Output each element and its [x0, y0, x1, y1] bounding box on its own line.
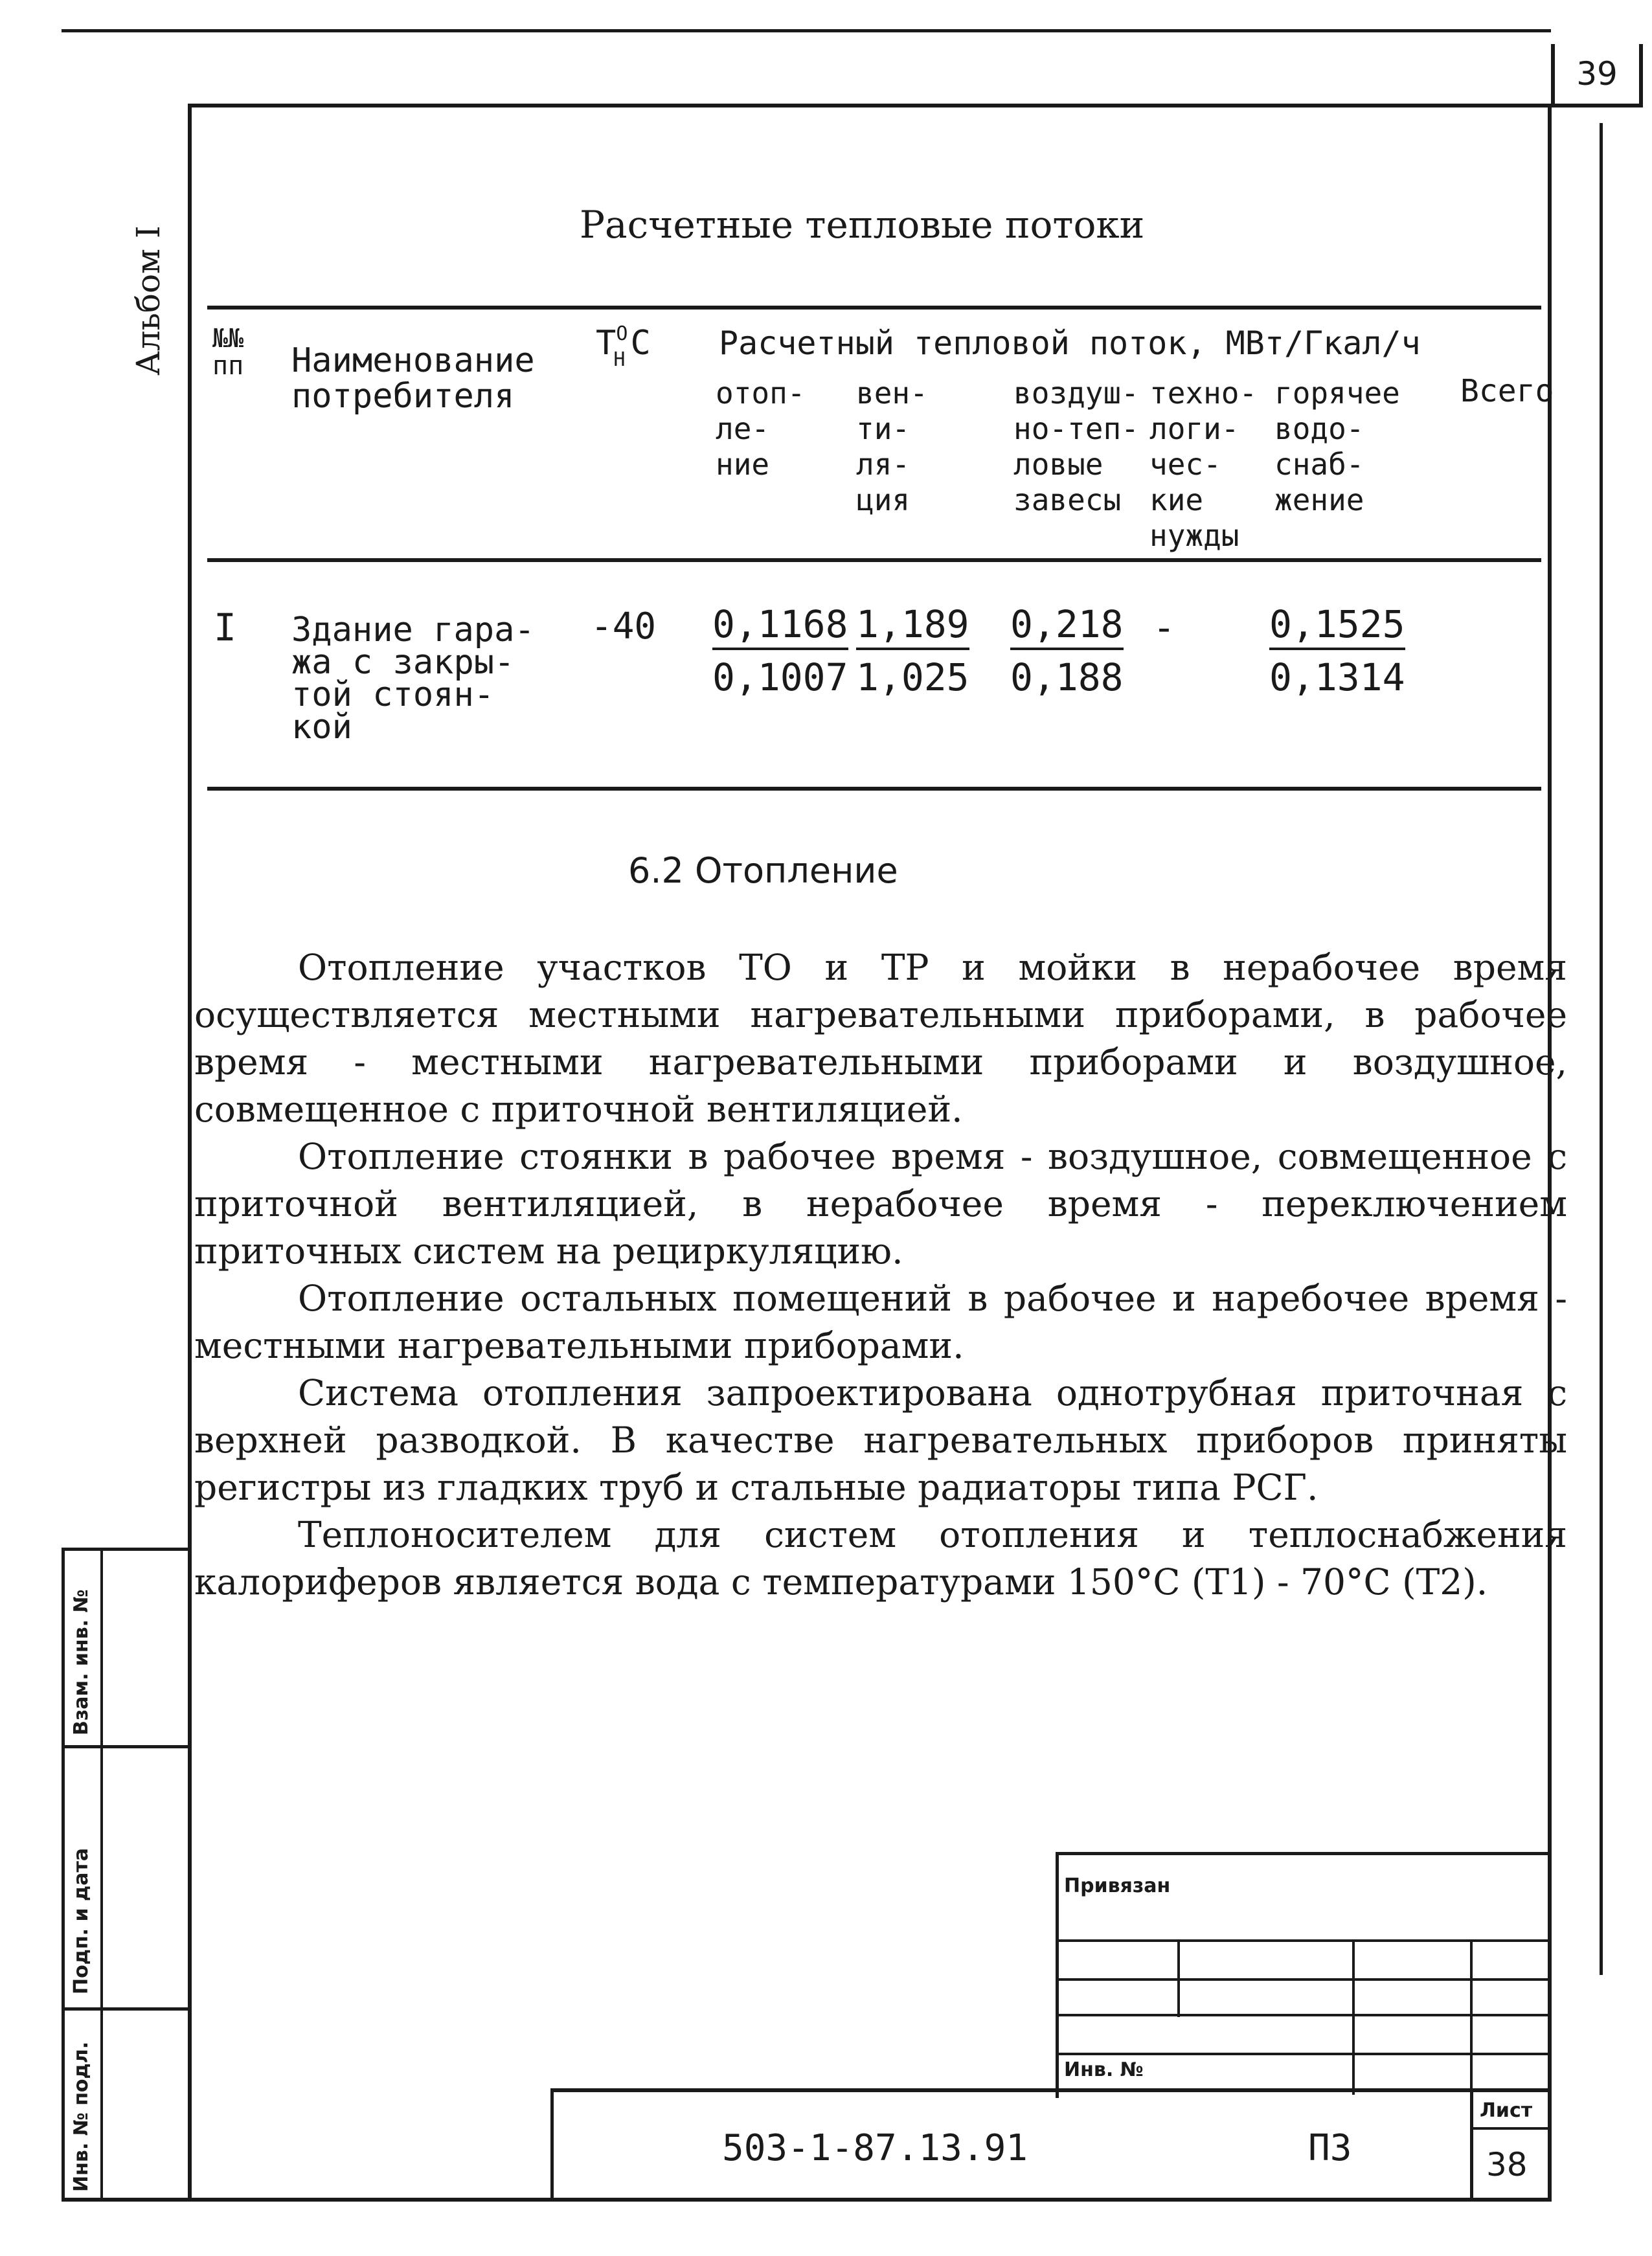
sub-tech-header: техно- логи- чес- кие нужды — [1149, 376, 1258, 553]
vent-gcal: 1,025 — [856, 655, 969, 699]
group-header: Расчетный тепловой поток, МВт/Гкал/ч — [719, 324, 1421, 362]
frame-bottom — [62, 2198, 1551, 2202]
left-stamp-border — [62, 1548, 65, 2202]
sub-heating-header: отоп- ле- ние — [716, 376, 806, 482]
row-heating-value — [712, 602, 848, 699]
stamp-list-num: 38 — [1486, 2146, 1528, 2183]
album-label: Альбом I — [130, 225, 167, 376]
stamp-inv-label: Инв. № подл. — [70, 2041, 93, 2192]
tb-row3 — [1056, 2014, 1551, 2016]
row-aircurtain-value — [1010, 602, 1124, 699]
temp-subscript: Н — [613, 348, 626, 371]
tb-main-top — [550, 2088, 1551, 2092]
left-stamp-div2 — [62, 2007, 191, 2011]
table-title: Расчетные тепловые потоки — [580, 203, 1145, 247]
page-number: 39 — [1551, 44, 1643, 107]
stamp-vzam-label: Взам. инв. № — [70, 1589, 93, 1735]
tb-col3 — [1470, 1939, 1473, 2095]
left-stamp-div1 — [62, 1745, 191, 1748]
stamp-inv-no: Инв. № — [1064, 2059, 1144, 2081]
tb-row4 — [1056, 2053, 1551, 2055]
temp-unit: С — [630, 324, 651, 363]
tb-sheet-div — [1470, 2127, 1551, 2130]
temp-symbol: Т — [596, 324, 617, 363]
tb-top — [1056, 1852, 1551, 1855]
paragraph: Отопление остальных помещений в рабочее и наребочее время - местными нагревательными приборами. — [194, 1278, 1567, 1366]
hotwater-gcal: 0,1314 — [1269, 655, 1405, 699]
row-hotwater-value — [1269, 602, 1405, 699]
top-rule — [62, 29, 1551, 32]
vent-mw: 1,189 — [856, 602, 969, 650]
frame-left — [188, 104, 192, 2202]
section-heading: 6.2 Отопление — [628, 850, 898, 891]
heating-mw: 0,1168 — [712, 602, 848, 650]
stamp-doc: ПЗ — [1308, 2127, 1352, 2169]
tb-row2 — [1056, 1978, 1551, 1981]
paragraph: Теплоносителем для систем отопления и теплоснабжения калориферов является вода с температурами 150°С (Т1) - 70°С (Т2). — [194, 1514, 1567, 1603]
row-temp: -40 — [591, 605, 657, 648]
left-stamp-inner — [100, 1548, 103, 2202]
paragraph: Отопление стоянки в рабочее время - воздушное, совмещенное с приточной вентиляцией, в нерабочее время - переключением приточных систем на рециркуляцию. — [194, 1136, 1567, 1272]
row-tech-value: - — [1153, 605, 1175, 649]
tb-row1 — [1056, 1939, 1551, 1942]
tb-col2 — [1352, 1939, 1355, 2095]
tb-main-left — [550, 2088, 554, 2202]
table-rule-top — [207, 306, 1541, 310]
col-name-header: Наименование потребителя — [291, 341, 535, 416]
tb-left — [1056, 1852, 1059, 2098]
heating-gcal: 0,1007 — [712, 655, 848, 699]
table-rule-header — [207, 558, 1541, 562]
frame-top — [188, 104, 1635, 107]
sub-hotwater-header: горячее водо- снаб- жение — [1274, 376, 1400, 517]
frame-right-outer — [1600, 123, 1603, 1975]
tb-sheet-left — [1470, 2088, 1473, 2202]
paragraph: Отопление участков ТО и ТР и мойки в нерабочее время осуществляется местными нагревательными приборами, в рабочее время - местными нагревательными приборами и воздушное, совмещенное с приточной вентиляцией. — [194, 947, 1567, 1130]
sub-aircurtain-header: воздуш- но-теп- ловые завесы — [1013, 376, 1139, 517]
table-rule-bottom — [207, 787, 1541, 791]
left-stamp-top — [62, 1548, 191, 1551]
col-total-header: Всего — [1460, 373, 1554, 409]
row-vent-value — [856, 602, 969, 699]
stamp-podp-label: Подп. и дата — [70, 1847, 93, 1994]
sub-vent-header: вен- ти- ля- ция — [856, 376, 928, 517]
tb-col1 — [1177, 1939, 1180, 2017]
aircurtain-gcal: 0,188 — [1010, 655, 1124, 699]
hotwater-mw: 0,1525 — [1269, 602, 1405, 650]
paragraph: Система отопления запроектирована однотрубная приточная с верхней разводкой. В качестве нагревательных приборов приняты регистры из гладких труб и стальные радиаторы типа РСГ. — [194, 1372, 1567, 1508]
stamp-privyazan: Привязан — [1064, 1875, 1171, 1897]
stamp-list-label: Лист — [1480, 2099, 1533, 2122]
col-num-header: №№ пп — [212, 324, 244, 381]
section-body — [194, 944, 1567, 1606]
temp-superscript: О — [616, 322, 628, 345]
row-name: Здание гара- жа с закры- той стоян- кой — [291, 611, 535, 747]
col-temp-header — [596, 322, 651, 371]
aircurtain-mw: 0,218 — [1010, 602, 1124, 650]
stamp-code: 503-1-87.13.91 — [722, 2127, 1028, 2169]
row-num: I — [214, 605, 236, 649]
